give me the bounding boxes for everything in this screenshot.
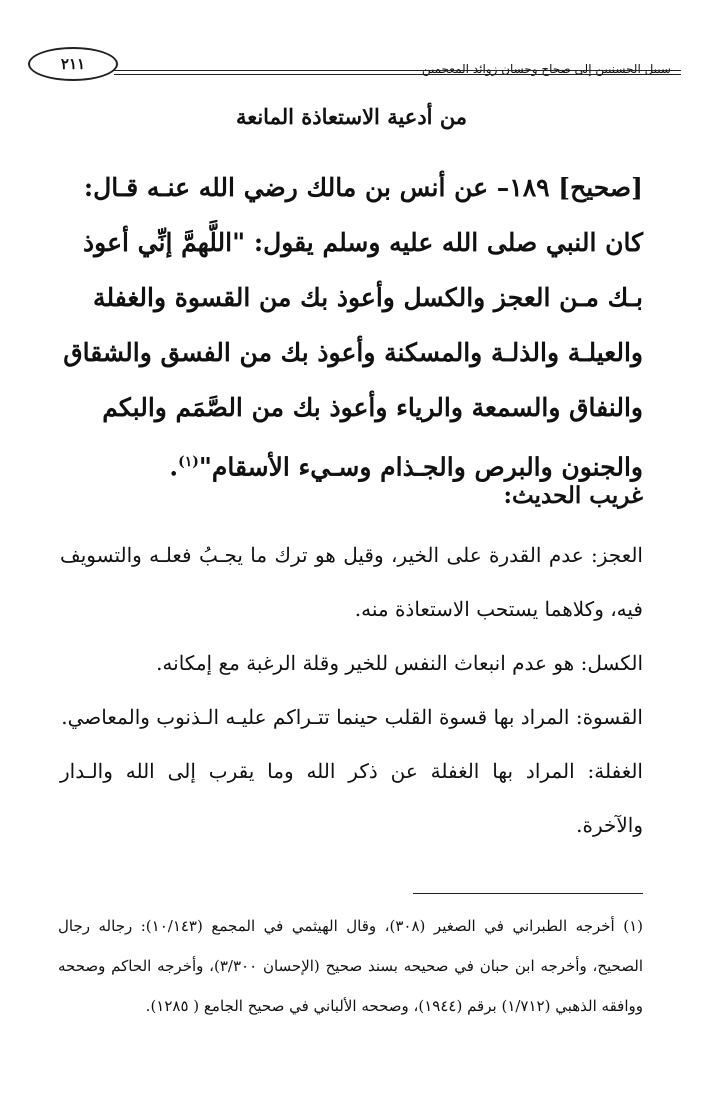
glossary-item: العجز: عدم القدرة على الخير، وقيل هو ترك ما يجـبُ فعلـه والتسويف فيه، وكلاهما يستحب الاستعاذة منه. xyxy=(60,543,643,621)
footnote: (١) أخرجه الطبراني في الصغير (٣٠٨)، وقال الهيثمي في المجمع (١٠/١٤٣): رجاله رجال الصحيح، وأخرجه ابن حبان في صحيحه بسند صحيح (الإحسان ٣/٣٠٠)، وأخرجه الحاكم وصححه ووافقه الذهبي (١/٧١٢) برقم (١٩٤٤)، وصححه الألباني في صحيح الجامع ( ١٢٨٥). xyxy=(58,917,643,1015)
footnote-reference[interactable]: (١) xyxy=(178,454,199,470)
running-title: سبيل الحسنيين إلى صحاح وحسان زوائد المعجمين xyxy=(421,62,671,76)
page-header xyxy=(22,40,681,90)
hadith-body: ١٨٩– عن أنس بن مالك رضي الله عنـه قـال: كان النبي صلى الله عليه وسلم يقول: "اللَّهمَّ إنِّي أعوذ بـك مـن العجز والكسل وأعوذ بك من القسوة والغفلة والعيلـة والذلـة والمسكنة وأعوذ بك من الفسق والشقاق والنفاق والسمعة والرياء وأعوذ بك من الصَّمَم والبكم والجنون والبرص والجـذام وسـيء الأسقام" xyxy=(63,173,643,482)
page-number: ٢١١ xyxy=(28,47,118,81)
hadith-text xyxy=(60,160,643,494)
header-rule xyxy=(114,70,681,71)
footnote-divider xyxy=(413,893,643,894)
hadith-end: . xyxy=(169,452,179,482)
section-title: من أدعية الاستعاذة المانعة xyxy=(235,104,468,129)
glossary-item: الغفلة: المراد بها الغفلة عن ذكر الله وما يقرب إلى الله والـدار والآخرة. xyxy=(60,759,643,837)
glossary-item: الكسل: هو عدم انبعاث النفس للخير وقلة الرغبة مع إمكانه. xyxy=(156,651,643,675)
header-rule-thin xyxy=(114,74,681,75)
gharib-heading: غريب الحديث: xyxy=(503,482,643,509)
hadith-grade: [صحيح] xyxy=(558,173,643,202)
glossary xyxy=(60,528,643,852)
glossary-item: القسوة: المراد بها قسوة القلب حينما تتـراكم عليـه الـذنوب والمعاصي. xyxy=(61,705,643,729)
